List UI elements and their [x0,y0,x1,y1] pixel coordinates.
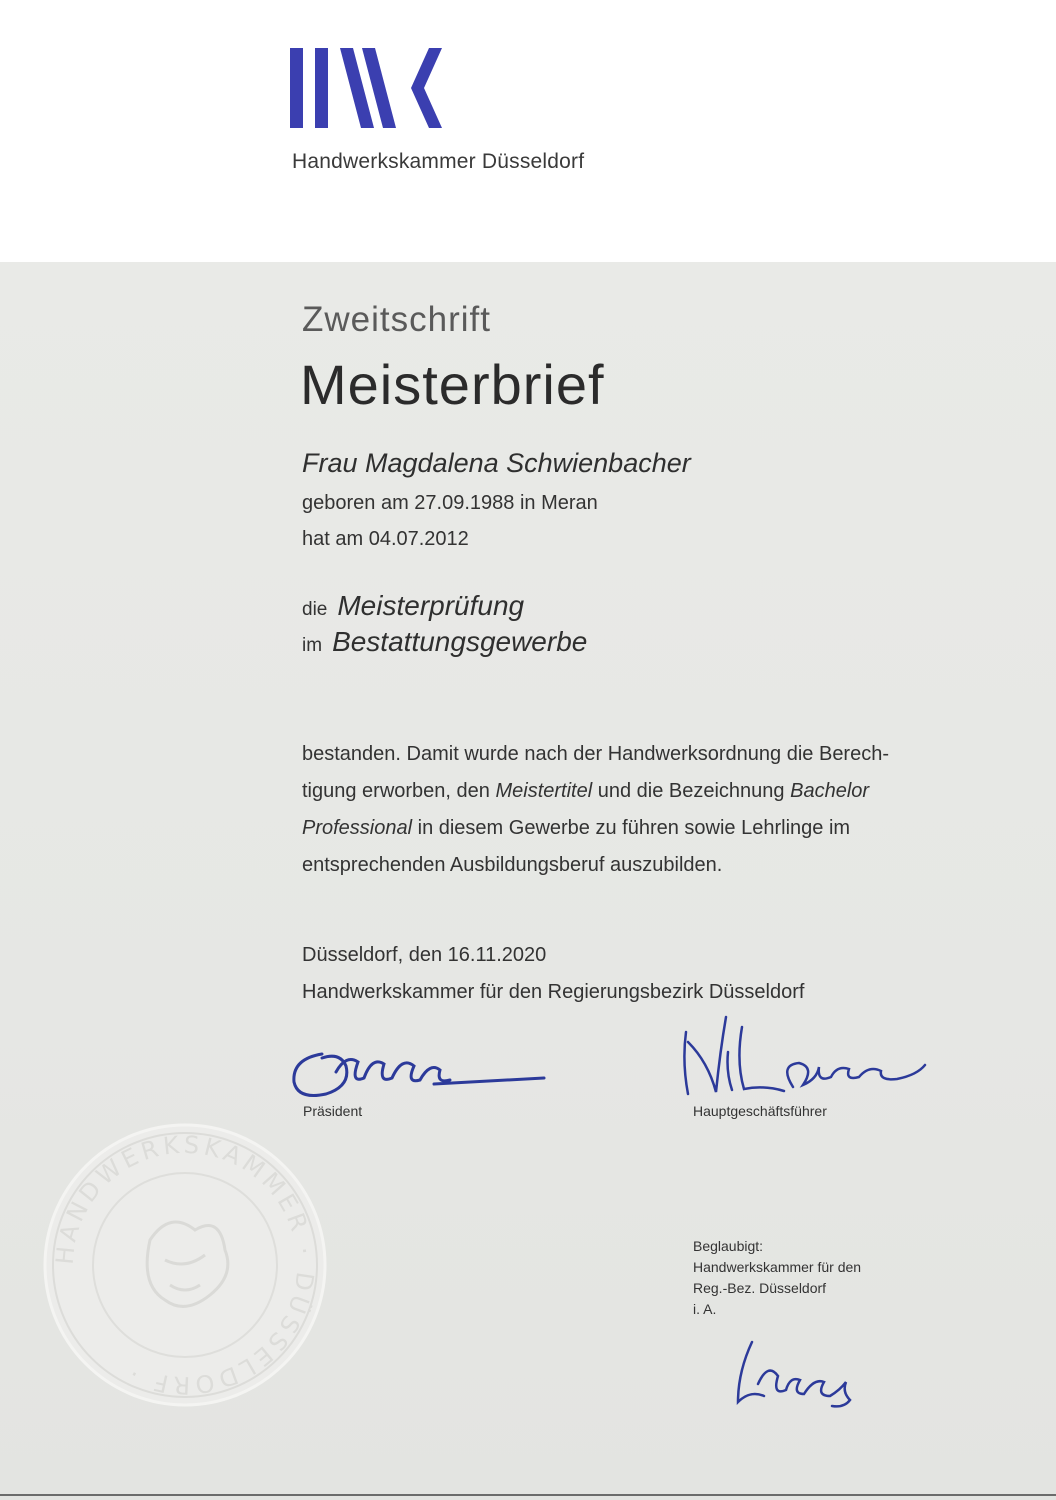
signature-label-president: Präsident [303,1103,363,1119]
hwk-logo [290,48,465,130]
seal-text: HANDWERKSKAMMER · DÜSSELDORF · [50,1130,320,1400]
organization-name: Handwerkskammer Düsseldorf [292,150,585,173]
certification-signature [728,1332,878,1412]
professional-term: Professional [302,817,413,839]
body-paragraph [302,736,1002,884]
place-date: Düsseldorf, den 16.11.2020 [302,944,547,966]
document-title: Meisterbrief [300,353,605,416]
trade-row [302,626,587,658]
embossed-seal [40,1120,330,1410]
certification-block: Beglaubigt: Handwerkskammer für den Reg.-Bez. Düsseldorf i. A. [693,1238,862,1317]
chamber-name: Handwerkskammer für den Regierungsbezirk Düsseldorf [302,981,805,1003]
signature-label-director: Hauptgeschäftsführer [693,1103,827,1119]
body-line-4: entsprechenden Ausbildungsberuf auszubilden. [302,854,723,876]
bachelor-term: Bachelor [790,780,870,802]
document-subtitle: Zweitschrift [302,300,491,339]
managing-director-signature [668,1012,938,1102]
paper-edge [0,1494,1056,1496]
body-text-segment: tigung erworben, den [302,780,496,802]
body-line-3 [302,810,1002,847]
exam-prefix: die [302,599,328,620]
body-text-segment: in diesem Gewerbe zu führen sowie Lehrlinge im [412,817,851,839]
letterhead [0,0,1056,262]
exam-row [302,590,524,622]
person-name: Frau Magdalena Schwienbacher [302,448,691,478]
trade-prefix: im [302,635,323,656]
body-line-2 [302,773,1002,810]
body-text-segment: und die Bezeichnung [592,780,791,802]
birth-line: geboren am 27.09.1988 in Meran [302,492,598,514]
president-signature [284,1032,554,1102]
body-line-1: bestanden. Damit wurde nach der Handwerksordnung die Berech- [302,743,890,765]
trade-name: Bestattungsgewerbe [332,626,588,657]
exam-date-line: hat am 04.07.2012 [302,528,469,550]
meistertitel-term: Meistertitel [495,780,593,802]
exam-name: Meisterprüfung [337,590,525,621]
